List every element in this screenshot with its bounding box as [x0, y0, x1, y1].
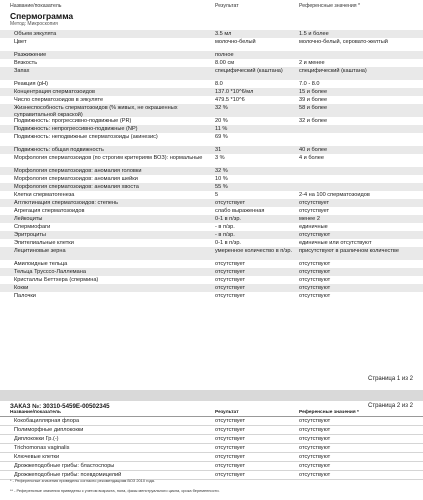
footnote-reference: ** - Референсные значения приведены с учетом возраста, пола, фазы менструального цикла, срока беременности.: [10, 488, 220, 493]
row-result: полное: [215, 52, 234, 58]
header-result: Результат: [215, 3, 239, 9]
table-row: [0, 268, 423, 276]
header-name: Название/показатель: [10, 3, 62, 9]
table-row: [0, 167, 423, 175]
row-name: Жизнеспособность сперматозоидов (% живых, не окрашенных суправитальной окраской): [14, 105, 178, 118]
row-name: Лейкоциты: [14, 216, 43, 222]
row-result: 137.0 *10^6/мл: [215, 89, 254, 95]
table-row: [0, 117, 423, 125]
row-name: Запах: [14, 68, 30, 74]
table-row: [0, 146, 423, 154]
header-name: Название/показатель: [10, 410, 61, 415]
row-ref: отсутствуют: [299, 232, 331, 238]
row-ref: отсутствуют: [299, 463, 331, 469]
row-result: 0-1 в п/зр.: [215, 240, 241, 246]
row-ref: отсутствуют: [299, 454, 331, 460]
row-name: Trichomonas vaginalis: [14, 445, 70, 451]
row-name: Эритроциты: [14, 232, 46, 238]
table-row: [0, 444, 423, 453]
row-result: отсутствует: [215, 463, 246, 469]
row-result: отсутствует: [215, 285, 246, 291]
row-name: Клетки сперматогенеза: [14, 192, 75, 198]
page-title: Спермограмма: [10, 11, 74, 21]
row-name: Эпителиальные клетки: [14, 240, 74, 246]
row-result: 32 %: [215, 105, 228, 111]
table-row: [0, 67, 423, 80]
row-ref: 2-4 на 100 сперматозоидов: [299, 192, 370, 198]
row-result: 10 %: [215, 176, 228, 182]
row-result: 55 %: [215, 184, 228, 190]
row-ref: присутствуют в различном количестве: [299, 248, 399, 254]
row-ref: отсутствуют: [299, 285, 331, 291]
row-name: Полиморфные диплококки: [14, 427, 84, 433]
row-name: Дрожжеподобные грибы: псевдомицелий: [14, 472, 122, 478]
row-result: слабо выраженная: [215, 208, 265, 214]
row-name: Дрожжеподобные грибы: бластоспоры: [14, 463, 115, 469]
row-ref: отсутствуют: [299, 427, 331, 433]
table-row: [0, 462, 423, 471]
header-result: Результат: [215, 410, 239, 415]
table-row: [0, 133, 423, 146]
row-ref: молочно-белый, серовато-желтый: [299, 39, 388, 45]
row-result: умеренное количество в п/зр.: [215, 248, 293, 254]
results-table: [0, 30, 423, 300]
row-name: Подвижность: общая подвижность: [14, 147, 104, 153]
row-result: 8.00 см: [215, 60, 235, 66]
table-row: [0, 51, 423, 59]
row-result: специфический (каштана): [215, 68, 283, 74]
row-ref: отсутствует: [299, 208, 330, 214]
row-name: Реакция (pH): [14, 81, 48, 87]
table-row: [0, 59, 423, 67]
row-result: отсутствует: [215, 200, 246, 206]
row-result: отсутствует: [215, 445, 246, 451]
row-ref: отсутствуют: [299, 293, 331, 299]
row-ref: 58 и более: [299, 105, 328, 111]
row-result: 32 %: [215, 168, 228, 174]
row-name: Морфология сперматозоидов (по строгим критериям ВОЗ): нормальные: [14, 155, 203, 161]
row-name: Ключевые клетки: [14, 454, 60, 460]
table-row: [0, 88, 423, 96]
row-result: отсутствует: [215, 454, 246, 460]
row-name: Объем эякулята: [14, 31, 57, 37]
row-ref: отсутствуют: [299, 436, 331, 442]
row-result: отсутствует: [215, 277, 246, 283]
row-name: Агглютинация сперматозоидов: степень: [14, 200, 118, 206]
row-ref: отсутствуют: [299, 445, 331, 451]
row-ref: 4 и более: [299, 155, 325, 161]
row-ref: 15 и более: [299, 89, 328, 95]
row-result: молочно-белый: [215, 39, 256, 45]
table-row: [0, 30, 423, 38]
row-name: Вязкость: [14, 60, 38, 66]
row-name: Концентрация сперматозоидов: [14, 89, 96, 95]
row-ref: 2 и менее: [299, 60, 325, 66]
table-row: [0, 292, 423, 300]
table-row: [0, 453, 423, 462]
table-row: [0, 125, 423, 133]
table-row: [0, 104, 423, 117]
row-name: Лецитиновые зерна: [14, 248, 66, 254]
table-row: [0, 215, 423, 223]
row-result: отсутствует: [215, 427, 246, 433]
row-name: Кокки: [14, 285, 29, 291]
row-result: отсутствует: [215, 293, 246, 299]
row-result: 8.0: [215, 81, 223, 87]
row-name: Число сперматозоидов в эякуляте: [14, 97, 104, 103]
row-name: Спермиофаги: [14, 224, 51, 230]
table-row: [0, 175, 423, 183]
table-row: [0, 199, 423, 207]
row-result: 5: [215, 192, 219, 198]
row-ref: 39 и более: [299, 97, 328, 103]
results-table-page2: [0, 416, 423, 480]
row-result: отсутствует: [215, 418, 246, 424]
row-name: Амилоидные тельца: [14, 261, 68, 267]
table-row: [0, 80, 423, 88]
row-result: 31: [215, 147, 222, 153]
row-result: отсутствует: [215, 436, 246, 442]
header-ref: Референсные значения *: [299, 3, 361, 9]
table-row: [0, 223, 423, 231]
row-ref: единичные или отсутствуют: [299, 240, 372, 246]
row-ref: единичные: [299, 224, 328, 230]
row-result: 11 %: [215, 126, 228, 132]
row-ref: специфический (каштана): [299, 68, 367, 74]
row-ref: отсутствует: [299, 200, 330, 206]
table-row: [0, 207, 423, 215]
row-name: Морфология сперматозоидов: аномалия головки: [14, 168, 142, 174]
row-ref: 7.0 - 8.0: [299, 81, 320, 87]
row-name: Разжижение: [14, 52, 47, 58]
footnote-who: * - Референсные значения приведены согласно рекомендациям ВОЗ 2010 года.: [10, 478, 156, 483]
row-name: Подвижность: прогрессивно-подвижные (PR): [14, 118, 132, 124]
row-result: - в п/зр.: [215, 224, 235, 230]
header-ref: Референсные значения *: [299, 410, 359, 415]
row-ref: отсутствуют: [299, 277, 331, 283]
row-name: Диплококки Гр.(-): [14, 436, 59, 442]
table-row: [0, 247, 423, 260]
row-result: 3 %: [215, 155, 225, 161]
row-ref: 40 и более: [299, 147, 328, 153]
table-row: [0, 284, 423, 292]
row-result: отсутствует: [215, 261, 246, 267]
method-label: Метод: Микроскопия: [10, 21, 58, 27]
table-row: [0, 435, 423, 444]
row-name: Морфология сперматозоидов: аномалия шейки: [14, 176, 138, 182]
row-name: Морфология сперматозоидов: аномалия хвоста: [14, 184, 139, 190]
row-result: отсутствует: [215, 269, 246, 275]
table-row: [0, 183, 423, 191]
table-row: [0, 154, 423, 167]
row-name: Палочки: [14, 293, 36, 299]
page-separator: [0, 390, 423, 401]
row-ref: отсутствуют: [299, 418, 331, 424]
page-number: Страница 1 из 2: [368, 376, 413, 382]
table-row: [0, 38, 423, 51]
row-name: Подвижность: неподвижные сперматозоиды (акинезис): [14, 134, 158, 140]
table-row: [0, 231, 423, 239]
row-ref: отсутствуют: [299, 261, 331, 267]
row-result: отсутствует: [215, 472, 246, 478]
row-name: Подвижность: непрогрессивно-подвижные (NP): [14, 126, 138, 132]
order-number: ЗАКАЗ №: 30310-5459E-00502345: [10, 403, 110, 410]
table-row: [0, 191, 423, 199]
row-ref: 1.5 и более: [299, 31, 329, 37]
table-row: [0, 426, 423, 435]
row-name: Кокобациллярная флора: [14, 418, 80, 424]
table-row: [0, 239, 423, 247]
row-name: Кристаллы Беттхера (спермина): [14, 277, 99, 283]
table-row: [0, 260, 423, 268]
table-row: [0, 276, 423, 284]
row-ref: отсутствуют: [299, 269, 331, 275]
table-row: [0, 96, 423, 104]
row-name: Агрегация сперматозоидов: [14, 208, 85, 214]
row-result: 479.5 *10^6: [215, 97, 245, 103]
row-ref: менее 2: [299, 216, 320, 222]
row-ref: 32 и более: [299, 118, 328, 124]
row-result: 20 %: [215, 118, 228, 124]
row-name: Тельца Трусссо-Лаллемана: [14, 269, 86, 275]
row-result: - в п/зр.: [215, 232, 235, 238]
row-result: 69 %: [215, 134, 228, 140]
row-result: 0-1 в п/зр.: [215, 216, 241, 222]
table-row: [0, 417, 423, 426]
page-number: Страница 2 из 2: [368, 403, 413, 409]
row-name: Цвет: [14, 39, 27, 45]
row-result: 3.5 мл: [215, 31, 232, 37]
row-ref: отсутствуют: [299, 472, 331, 478]
